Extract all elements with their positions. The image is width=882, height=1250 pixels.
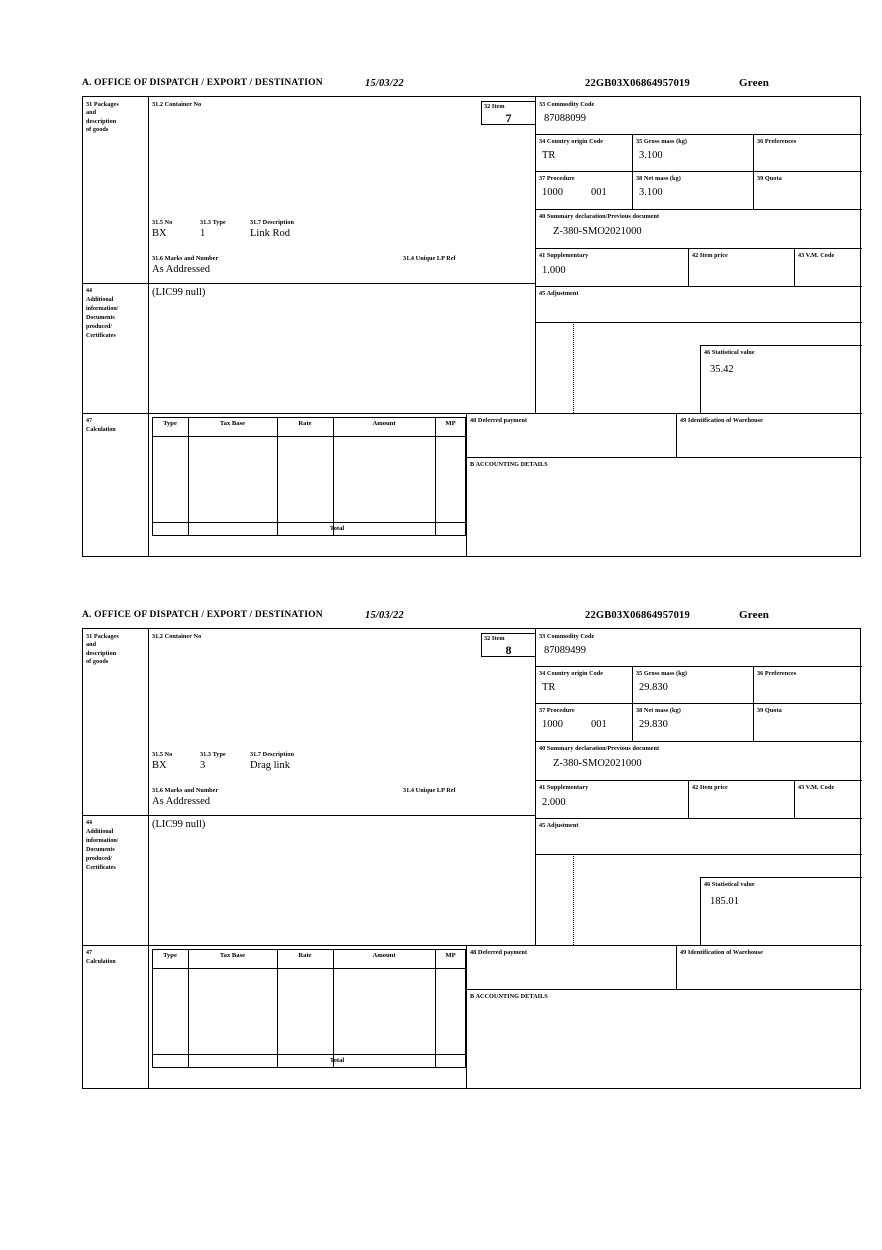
box39-label: 39 Quota [757, 175, 782, 182]
box45-label-2: 45 Adjustment [539, 822, 579, 829]
divider-box33-bottom-2 [535, 666, 862, 667]
divider-right-column-2 [535, 629, 536, 945]
box46-value-2: 185.01 [710, 896, 739, 907]
box34-value: TR [542, 150, 556, 161]
box34-label: 34 Country origin Code [539, 138, 604, 145]
divider-box48-left [466, 413, 467, 557]
divider-box48-box49-2 [676, 945, 677, 989]
box43-label: 43 V.M. Code [798, 252, 835, 259]
divider-box35-box36-2 [753, 666, 754, 703]
divider-box40-bottom [535, 248, 862, 249]
box37-label: 37 Procedure [539, 175, 575, 182]
box31-7-value: Link Rod [250, 228, 290, 239]
box37-value-1: 1000 [542, 187, 563, 198]
box38-label-2: 38 Net mass (kg) [636, 707, 681, 714]
box33-value-2: 87089499 [544, 645, 586, 656]
divider-box41-box42-2 [688, 780, 689, 818]
declaration-grid-1 [82, 96, 861, 557]
box31-3-label-2: 31.3 Type [200, 751, 226, 758]
box34-label-2: 34 Country origin Code [539, 670, 604, 677]
calc-col-type-2: Type [163, 952, 177, 959]
box46-label: 46 Statistical value [704, 349, 755, 356]
divider-box31-vertical-2 [148, 629, 149, 815]
box31-6-value: As Addressed [152, 264, 211, 275]
divider-box45-bottom-2 [535, 854, 862, 855]
divider-box31-bottom [83, 283, 535, 284]
divider-box46-left-2 [700, 877, 701, 945]
boxB-label-2: B ACCOUNTING DETAILS [470, 993, 548, 1000]
divider-box44-vertical [148, 283, 149, 413]
form-header-1 [82, 78, 861, 96]
box49-label-2: 49 Identification of Warehouse [680, 949, 763, 956]
divider-box34-box35-2 [632, 666, 633, 703]
box34-value-2: TR [542, 682, 556, 693]
divider-box37-bottom-2 [535, 741, 862, 742]
box33-label: 33 Commodity Code [539, 101, 595, 108]
declaration-item-form-2 [82, 610, 861, 1089]
divider-box47-vertical-2 [148, 945, 149, 1089]
divider-box40-bottom-2 [535, 780, 862, 781]
divider-box48-left-2 [466, 945, 467, 1089]
calc-col-tax-base: Tax Base [219, 420, 246, 427]
box31-7-value-2: Drag link [250, 760, 290, 771]
calc-col-tax-base-2: Tax Base [219, 952, 246, 959]
box31-2-label: 31.2 Container No [152, 101, 202, 108]
divider-box41-bottom-2 [535, 818, 862, 819]
box32-item-number-2: 8 [505, 643, 512, 658]
divider-box37-bottom [535, 209, 862, 210]
box35-value: 3.100 [639, 150, 663, 161]
box46-label-2: 46 Statistical value [704, 881, 755, 888]
divider-box47-top-2 [83, 945, 862, 946]
box31-7-label: 31.7 Description [250, 219, 294, 226]
box49-label: 49 Identification of Warehouse [680, 417, 763, 424]
box44-value: (LIC99 null) [152, 287, 206, 298]
calc-total-label-2: Total [329, 1057, 345, 1064]
box37-value-2: 001 [591, 187, 607, 198]
divider-box46-top [700, 345, 862, 346]
box39-label-2: 39 Quota [757, 707, 782, 714]
calc-col-amount-2: Amount [372, 952, 396, 959]
box40-value-2: Z-380-SMO2021000 [553, 758, 642, 769]
box32-item [481, 101, 536, 125]
boxB-label: B ACCOUNTING DETAILS [470, 461, 548, 468]
calc-divider-2 [277, 417, 278, 536]
box31-4-label: 31.4 Unique LP Ref [403, 255, 456, 262]
header-date: 15/03/22 [365, 78, 404, 89]
box42-label-2: 42 Item price [692, 784, 728, 791]
box36-label: 36 Preferences [757, 138, 797, 145]
divider-boxB-top-2 [466, 989, 862, 990]
divider-right-column [535, 97, 536, 413]
box38-value: 3.100 [639, 187, 663, 198]
calc-total-divider [152, 522, 466, 523]
box35-value-2: 29.830 [639, 682, 668, 693]
box48-label: 48 Deferred payment [470, 417, 528, 424]
office-of-dispatch-label-2: A. OFFICE OF DISPATCH / EXPORT / DESTINATION [82, 610, 323, 620]
divider-box37-box38 [632, 171, 633, 209]
divider-box45-bottom [535, 322, 862, 323]
box40-label-2: 40 Summary declaration/Previous document [539, 745, 660, 752]
calc-divider-3 [333, 417, 334, 536]
calculation-table [152, 417, 466, 536]
box48-label-2: 48 Deferred payment [470, 949, 528, 956]
divider-box34-bottom-2 [535, 703, 862, 704]
box38-label: 38 Net mass (kg) [636, 175, 681, 182]
box37-label-2: 37 Procedure [539, 707, 575, 714]
box35-label-2: 35 Gross mass (kg) [636, 670, 688, 677]
calc-header-divider [152, 436, 466, 437]
box44-label-2: 44 Additional information/ Documents produced/ Certificates [86, 820, 119, 871]
declaration-item-form-1 [82, 78, 861, 557]
divider-box42-box43 [794, 248, 795, 286]
box37-value-2-2: 001 [591, 719, 607, 730]
calc-total-label: Total [329, 525, 345, 532]
calc-header-divider-2 [152, 968, 466, 969]
calc-total-divider-2 [152, 1054, 466, 1055]
box31-5-value-2: BX [152, 760, 167, 771]
box31-6-label-2: 31.6 Marks and Number [152, 787, 219, 794]
header-date-2: 15/03/22 [365, 610, 404, 621]
divider-box41-box42 [688, 248, 689, 286]
calc-col-amount: Amount [372, 420, 396, 427]
divider-box35-box36 [753, 134, 754, 171]
box43-label-2: 43 V.M. Code [798, 784, 835, 791]
box47-label-2: 47 Calculation [86, 950, 116, 965]
divider-box46-top-2 [700, 877, 862, 878]
box31-5-value: BX [152, 228, 167, 239]
calc-divider-2-2 [277, 949, 278, 1068]
box42-label: 42 Item price [692, 252, 728, 259]
divider-box47-vertical [148, 413, 149, 557]
divider-box47-top [83, 413, 862, 414]
box36-label-2: 36 Preferences [757, 670, 797, 677]
divider-box38-box39-2 [753, 703, 754, 741]
divider-box44-vertical-2 [148, 815, 149, 945]
box31-label-2: 31 Packages and description of goods [86, 633, 119, 666]
box31-label: 31 Packages and description of goods [86, 101, 119, 134]
box31-3-value-2: 3 [200, 760, 206, 771]
divider-dotted-box46 [573, 322, 574, 413]
divider-box37-box38-2 [632, 703, 633, 741]
box31-7-label-2: 31.7 Description [250, 751, 294, 758]
divider-box34-box35 [632, 134, 633, 171]
calc-col-rate-2: Rate [298, 952, 312, 959]
divider-box41-bottom [535, 286, 862, 287]
box31-5-label-2: 31.5 No [152, 751, 173, 758]
box41-value-2: 2.000 [542, 797, 566, 808]
box31-4-label-2: 31.4 Unique LP Ref [403, 787, 456, 794]
box31-3-value: 1 [200, 228, 206, 239]
box40-value: Z-380-SMO2021000 [553, 226, 642, 237]
box32-label: 32 Item [484, 103, 505, 110]
calc-divider-3-2 [333, 949, 334, 1068]
header-mrn-2: 22GB03X06864957019 [585, 610, 690, 621]
calc-col-rate: Rate [298, 420, 312, 427]
box31-2-label-2: 31.2 Container No [152, 633, 202, 640]
box40-label: 40 Summary declaration/Previous document [539, 213, 660, 220]
divider-box34-bottom [535, 171, 862, 172]
calc-divider-1 [188, 417, 189, 536]
box31-5-label: 31.5 No [152, 219, 173, 226]
calc-col-mp-2: MP [445, 952, 456, 959]
box45-label: 45 Adjustment [539, 290, 579, 297]
box32-label-2: 32 Item [484, 635, 505, 642]
calculation-table-2 [152, 949, 466, 1068]
box37-value-1-2: 1000 [542, 719, 563, 730]
divider-box33-bottom [535, 134, 862, 135]
header-lane: Green [739, 77, 770, 89]
box47-label: 47 Calculation [86, 418, 116, 433]
header-lane-2: Green [739, 609, 770, 621]
calc-divider-4 [435, 417, 436, 536]
divider-box46-left [700, 345, 701, 413]
box31-6-label: 31.6 Marks and Number [152, 255, 219, 262]
box31-6-value-2: As Addressed [152, 796, 211, 807]
office-of-dispatch-label: A. OFFICE OF DISPATCH / EXPORT / DESTINATION [82, 78, 323, 88]
divider-dotted-box46-2 [573, 854, 574, 945]
divider-box38-box39 [753, 171, 754, 209]
box38-value-2: 29.830 [639, 719, 668, 730]
divider-box42-box43-2 [794, 780, 795, 818]
box44-label: 44 Additional information/ Documents produced/ Certificates [86, 288, 119, 339]
box35-label: 35 Gross mass (kg) [636, 138, 688, 145]
divider-box48-box49 [676, 413, 677, 457]
form-header-2 [82, 610, 861, 628]
divider-boxB-top [466, 457, 862, 458]
declaration-grid-2 [82, 628, 861, 1089]
box31-3-label: 31.3 Type [200, 219, 226, 226]
divider-box31-bottom-2 [83, 815, 535, 816]
box32-item-2 [481, 633, 536, 657]
box33-value: 87088099 [544, 113, 586, 124]
calc-divider-4-2 [435, 949, 436, 1068]
divider-box31-vertical [148, 97, 149, 283]
header-mrn: 22GB03X06864957019 [585, 78, 690, 89]
box44-value-2: (LIC99 null) [152, 819, 206, 830]
box41-value: 1.000 [542, 265, 566, 276]
box41-label-2: 41 Supplementary [539, 784, 589, 791]
box33-label-2: 33 Commodity Code [539, 633, 595, 640]
box46-value: 35.42 [710, 364, 734, 375]
box41-label: 41 Supplementary [539, 252, 589, 259]
box32-item-number: 7 [505, 111, 512, 126]
calc-col-type: Type [163, 420, 177, 427]
calc-divider-1-2 [188, 949, 189, 1068]
calc-col-mp: MP [445, 420, 456, 427]
